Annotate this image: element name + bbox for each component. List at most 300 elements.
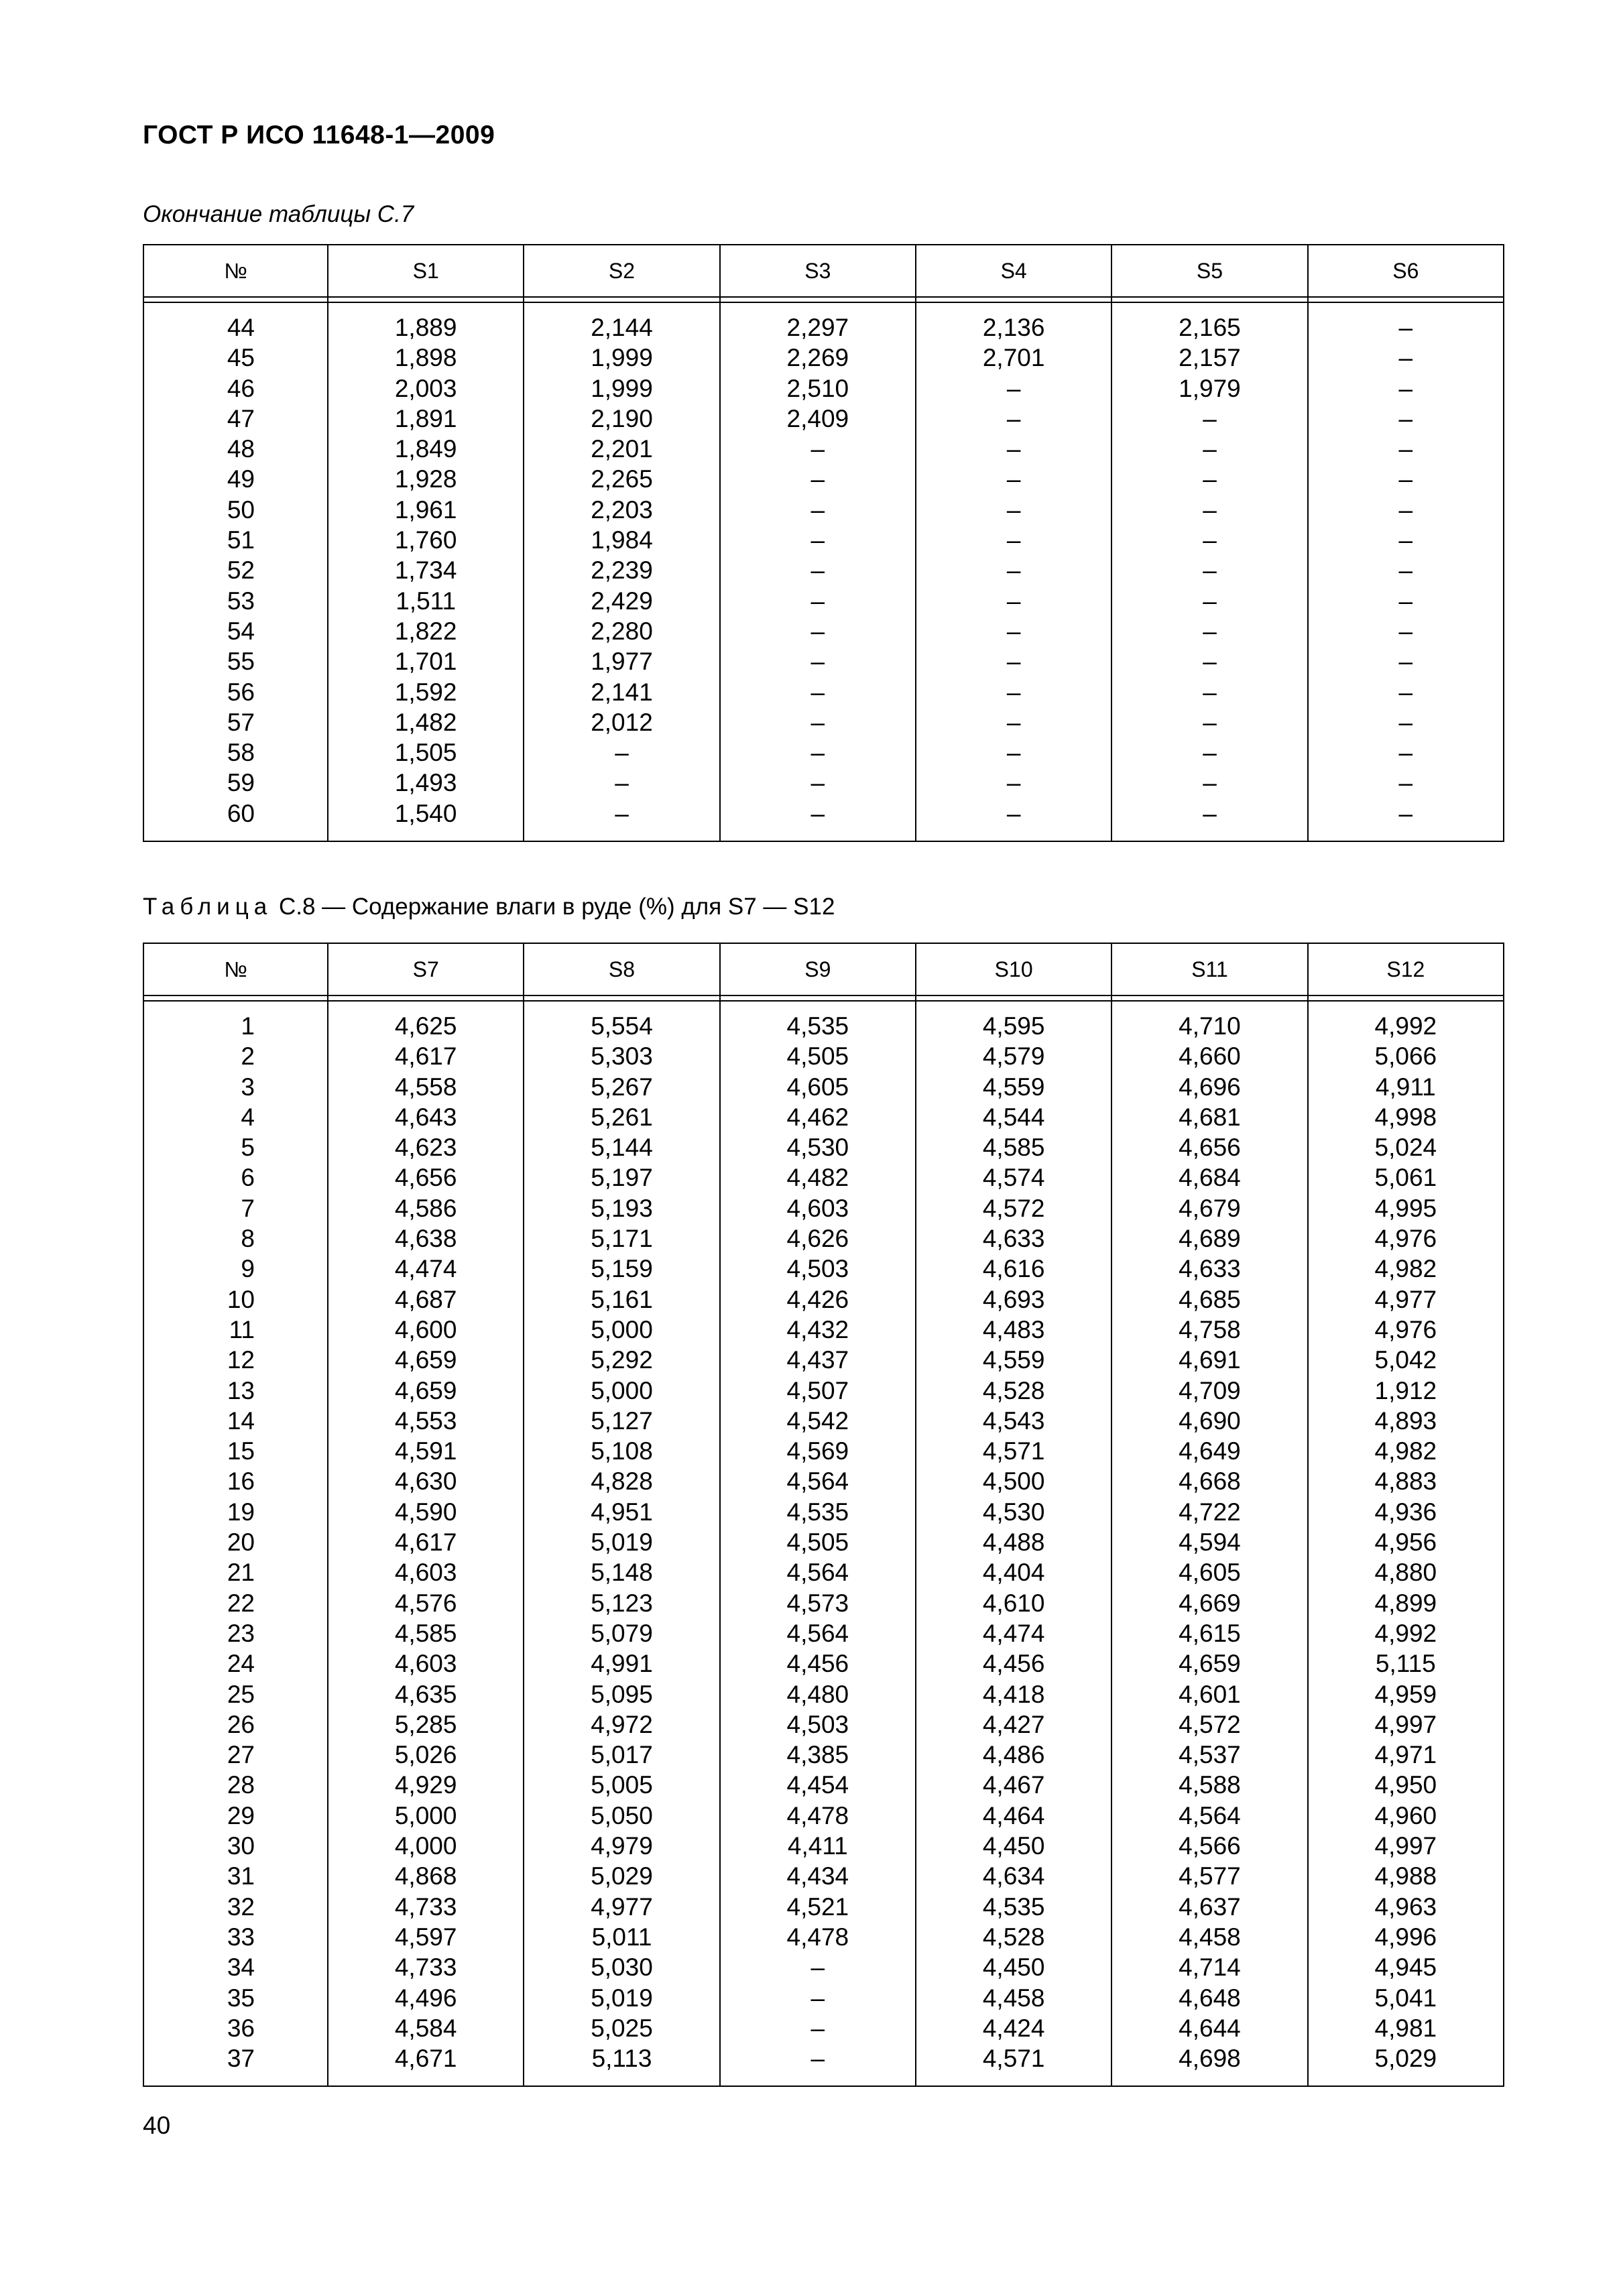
row-number-cell: 27 <box>143 1740 328 1770</box>
value-cell: 5,000 <box>328 1801 524 1831</box>
value-cell: 2,297 <box>720 302 916 343</box>
row-number-cell: 29 <box>143 1801 328 1831</box>
value-cell: 4,521 <box>720 1892 916 1922</box>
value-cell: – <box>916 373 1111 404</box>
column-header: № <box>143 943 328 995</box>
value-cell: 4,553 <box>328 1406 524 1436</box>
value-cell: 2,701 <box>916 343 1111 373</box>
header-double-rule <box>143 297 1504 302</box>
value-cell: 4,427 <box>916 1709 1111 1740</box>
table-row <box>143 525 1504 555</box>
table-c8-caption-label: Таблица <box>143 894 273 920</box>
table-c8-header-row <box>143 943 1504 995</box>
value-cell: 1,822 <box>328 616 524 646</box>
value-cell: 4,638 <box>328 1223 524 1254</box>
row-number-cell: 6 <box>143 1162 328 1193</box>
table-row <box>143 1861 1504 1891</box>
value-cell: – <box>1308 798 1504 841</box>
value-cell: – <box>720 707 916 737</box>
value-cell: – <box>1111 737 1307 768</box>
value-cell: 4,996 <box>1308 1922 1504 1952</box>
value-cell: 4,564 <box>720 1618 916 1648</box>
value-cell: – <box>1308 737 1504 768</box>
value-cell: – <box>1111 768 1307 798</box>
value-cell: 4,528 <box>916 1376 1111 1406</box>
value-cell: 4,693 <box>916 1284 1111 1315</box>
table-row <box>143 586 1504 616</box>
column-header: S1 <box>328 245 524 297</box>
value-cell: 4,959 <box>1308 1679 1504 1709</box>
value-cell: 4,656 <box>328 1162 524 1193</box>
value-cell: 2,141 <box>524 677 719 707</box>
row-number-cell: 23 <box>143 1618 328 1648</box>
value-cell: 4,982 <box>1308 1436 1504 1466</box>
row-number-cell: 31 <box>143 1861 328 1891</box>
value-cell: – <box>1111 495 1307 525</box>
row-number-cell: 33 <box>143 1922 328 1952</box>
value-cell: 2,157 <box>1111 343 1307 373</box>
value-cell: 5,011 <box>524 1922 719 1952</box>
value-cell: 4,505 <box>720 1041 916 1071</box>
table-row <box>143 1709 1504 1740</box>
value-cell: 4,710 <box>1111 1001 1307 1041</box>
value-cell: 5,019 <box>524 1527 719 1557</box>
value-cell: 5,554 <box>524 1001 719 1041</box>
value-cell: – <box>720 616 916 646</box>
value-cell: 4,714 <box>1111 1952 1307 1982</box>
row-number-cell: 52 <box>143 555 328 585</box>
table-row <box>143 1648 1504 1679</box>
table-row <box>143 434 1504 464</box>
value-cell: 2,203 <box>524 495 719 525</box>
value-cell: 4,603 <box>720 1193 916 1223</box>
value-cell: 4,977 <box>524 1892 719 1922</box>
column-header: S2 <box>524 245 719 297</box>
value-cell: – <box>916 404 1111 434</box>
value-cell: – <box>916 737 1111 768</box>
value-cell: 1,592 <box>328 677 524 707</box>
value-cell: 4,625 <box>328 1001 524 1041</box>
value-cell: 1,912 <box>1308 1376 1504 1406</box>
value-cell: 4,669 <box>1111 1588 1307 1618</box>
value-cell: – <box>1308 302 1504 343</box>
value-cell: 4,617 <box>328 1041 524 1071</box>
value-cell: – <box>1111 798 1307 841</box>
value-cell: 4,404 <box>916 1557 1111 1587</box>
value-cell: – <box>1111 404 1307 434</box>
table-row <box>143 1588 1504 1618</box>
value-cell: 4,467 <box>916 1770 1111 1800</box>
value-cell: 4,528 <box>916 1922 1111 1952</box>
row-number-cell: 5 <box>143 1132 328 1162</box>
value-cell: 4,535 <box>916 1892 1111 1922</box>
value-cell: 4,668 <box>1111 1466 1307 1496</box>
value-cell: 4,722 <box>1111 1497 1307 1527</box>
value-cell: 5,095 <box>524 1679 719 1709</box>
row-number-cell: 48 <box>143 434 328 464</box>
table-c7 <box>143 244 1504 842</box>
column-header: S9 <box>720 943 916 995</box>
value-cell: 4,503 <box>720 1254 916 1284</box>
value-cell: 1,889 <box>328 302 524 343</box>
value-cell: 4,997 <box>1308 1709 1504 1740</box>
value-cell: 4,385 <box>720 1740 916 1770</box>
value-cell: 4,482 <box>720 1162 916 1193</box>
value-cell: 4,594 <box>1111 1527 1307 1557</box>
value-cell: – <box>916 464 1111 494</box>
row-number-cell: 24 <box>143 1648 328 1679</box>
row-number-cell: 12 <box>143 1345 328 1375</box>
value-cell: 4,635 <box>328 1679 524 1709</box>
row-number-cell: 44 <box>143 302 328 343</box>
table-c8-caption-text: С.8 — Содержание влаги в руде (%) для S7 — S12 <box>278 894 835 920</box>
value-cell: 4,615 <box>1111 1618 1307 1648</box>
table-row <box>143 1254 1504 1284</box>
value-cell: 5,000 <box>524 1315 719 1345</box>
row-number-cell: 2 <box>143 1041 328 1071</box>
value-cell: – <box>1111 646 1307 676</box>
value-cell: – <box>720 646 916 676</box>
value-cell: – <box>1308 646 1504 676</box>
value-cell: 1,760 <box>328 525 524 555</box>
value-cell: 4,603 <box>328 1557 524 1587</box>
value-cell: 5,148 <box>524 1557 719 1587</box>
table-row <box>143 302 1504 343</box>
value-cell: 4,437 <box>720 1345 916 1375</box>
value-cell: 5,026 <box>328 1740 524 1770</box>
value-cell: 4,603 <box>328 1648 524 1679</box>
value-cell: 4,868 <box>328 1861 524 1891</box>
value-cell: 4,659 <box>328 1376 524 1406</box>
value-cell: 4,577 <box>1111 1861 1307 1891</box>
value-cell: 2,136 <box>916 302 1111 343</box>
value-cell: 2,265 <box>524 464 719 494</box>
value-cell: 4,564 <box>720 1466 916 1496</box>
value-cell: 5,042 <box>1308 1345 1504 1375</box>
value-cell: 2,409 <box>720 404 916 434</box>
value-cell: 4,571 <box>916 1436 1111 1466</box>
value-cell: 1,701 <box>328 646 524 676</box>
value-cell: 4,558 <box>328 1072 524 1102</box>
value-cell: 1,849 <box>328 434 524 464</box>
value-cell: 4,679 <box>1111 1193 1307 1223</box>
column-header: S7 <box>328 943 524 995</box>
row-number-cell: 21 <box>143 1557 328 1587</box>
column-header: S10 <box>916 943 1111 995</box>
value-cell: 4,530 <box>720 1132 916 1162</box>
table-row <box>143 798 1504 841</box>
value-cell: 4,630 <box>328 1466 524 1496</box>
value-cell: 4,659 <box>1111 1648 1307 1679</box>
row-number-cell: 10 <box>143 1284 328 1315</box>
value-cell: 4,543 <box>916 1406 1111 1436</box>
value-cell: 4,643 <box>328 1102 524 1132</box>
value-cell: 5,127 <box>524 1406 719 1436</box>
value-cell: 5,197 <box>524 1162 719 1193</box>
value-cell: 4,982 <box>1308 1254 1504 1284</box>
value-cell: 4,559 <box>916 1345 1111 1375</box>
header-double-rule <box>143 995 1504 1001</box>
value-cell: 4,929 <box>328 1770 524 1800</box>
value-cell: 2,280 <box>524 616 719 646</box>
value-cell: 4,544 <box>916 1102 1111 1132</box>
value-cell: 4,605 <box>720 1072 916 1102</box>
value-cell: 5,019 <box>524 1983 719 2013</box>
row-number-cell: 34 <box>143 1952 328 1982</box>
value-cell: 5,161 <box>524 1284 719 1315</box>
value-cell: 5,050 <box>524 1801 719 1831</box>
value-cell: 1,999 <box>524 373 719 404</box>
value-cell: 4,576 <box>328 1588 524 1618</box>
value-cell: 5,079 <box>524 1618 719 1648</box>
table-row <box>143 1001 1504 1041</box>
table-row <box>143 1557 1504 1587</box>
value-cell: 1,999 <box>524 343 719 373</box>
table-row <box>143 1618 1504 1648</box>
table-row <box>143 768 1504 798</box>
value-cell: 5,030 <box>524 1952 719 1982</box>
table-row <box>143 1740 1504 1770</box>
row-number-cell: 45 <box>143 343 328 373</box>
value-cell: 2,201 <box>524 434 719 464</box>
column-header: S12 <box>1308 943 1504 995</box>
table-row <box>143 404 1504 434</box>
value-cell: 1,540 <box>328 798 524 841</box>
table-row <box>143 1132 1504 1162</box>
value-cell: – <box>720 1983 916 2013</box>
value-cell: 4,709 <box>1111 1376 1307 1406</box>
row-number-cell: 51 <box>143 525 328 555</box>
value-cell: 4,458 <box>916 1983 1111 2013</box>
value-cell: – <box>1111 525 1307 555</box>
value-cell: 4,684 <box>1111 1162 1307 1193</box>
value-cell: – <box>1111 616 1307 646</box>
table-row <box>143 1983 1504 2013</box>
value-cell: 5,144 <box>524 1132 719 1162</box>
value-cell: 4,424 <box>916 2013 1111 2043</box>
value-cell: 5,159 <box>524 1254 719 1284</box>
table-c7-header-row <box>143 245 1504 297</box>
value-cell: 4,573 <box>720 1588 916 1618</box>
value-cell: 4,995 <box>1308 1193 1504 1223</box>
row-number-cell: 50 <box>143 495 328 525</box>
value-cell: 4,656 <box>1111 1132 1307 1162</box>
row-number-cell: 1 <box>143 1001 328 1041</box>
value-cell: – <box>720 677 916 707</box>
value-cell: 4,500 <box>916 1466 1111 1496</box>
value-cell: 5,066 <box>1308 1041 1504 1071</box>
value-cell: 4,537 <box>1111 1740 1307 1770</box>
row-number-cell: 15 <box>143 1436 328 1466</box>
value-cell: 2,269 <box>720 343 916 373</box>
row-number-cell: 55 <box>143 646 328 676</box>
value-cell: – <box>1111 707 1307 737</box>
column-header: S6 <box>1308 245 1504 297</box>
value-cell: 4,880 <box>1308 1557 1504 1587</box>
value-cell: 4,899 <box>1308 1588 1504 1618</box>
value-cell: 4,588 <box>1111 1770 1307 1800</box>
value-cell: 5,029 <box>1308 2043 1504 2086</box>
table-row <box>143 1497 1504 1527</box>
table-row <box>143 707 1504 737</box>
row-number-cell: 36 <box>143 2013 328 2043</box>
value-cell: 4,633 <box>1111 1254 1307 1284</box>
column-header: S3 <box>720 245 916 297</box>
table-row <box>143 373 1504 404</box>
column-header: S8 <box>524 943 719 995</box>
value-cell: 5,123 <box>524 1588 719 1618</box>
value-cell: 4,488 <box>916 1527 1111 1557</box>
value-cell: 4,648 <box>1111 1983 1307 2013</box>
table-row <box>143 737 1504 768</box>
value-cell: 4,691 <box>1111 1345 1307 1375</box>
column-header: S11 <box>1111 943 1307 995</box>
row-number-cell: 4 <box>143 1102 328 1132</box>
value-cell: 4,616 <box>916 1254 1111 1284</box>
value-cell: 4,503 <box>720 1709 916 1740</box>
value-cell: 4,507 <box>720 1376 916 1406</box>
value-cell: 4,951 <box>524 1497 719 1527</box>
value-cell: 4,945 <box>1308 1952 1504 1982</box>
value-cell: 4,571 <box>916 2043 1111 2086</box>
value-cell: 4,988 <box>1308 1861 1504 1891</box>
value-cell: 4,480 <box>720 1679 916 1709</box>
row-number-cell: 56 <box>143 677 328 707</box>
value-cell: 4,698 <box>1111 2043 1307 2086</box>
value-cell: – <box>1111 586 1307 616</box>
value-cell: 2,510 <box>720 373 916 404</box>
value-cell: 4,450 <box>916 1952 1111 1982</box>
value-cell: – <box>1111 677 1307 707</box>
value-cell: 5,061 <box>1308 1162 1504 1193</box>
value-cell: 4,474 <box>916 1618 1111 1648</box>
row-number-cell: 13 <box>143 1376 328 1406</box>
row-number-cell: 9 <box>143 1254 328 1284</box>
value-cell: 4,828 <box>524 1466 719 1496</box>
value-cell: – <box>1308 464 1504 494</box>
table-row <box>143 1436 1504 1466</box>
value-cell: 4,617 <box>328 1527 524 1557</box>
value-cell: 4,637 <box>1111 1892 1307 1922</box>
value-cell: 4,535 <box>720 1497 916 1527</box>
value-cell: 4,633 <box>916 1223 1111 1254</box>
table-row <box>143 1770 1504 1800</box>
value-cell: – <box>916 677 1111 707</box>
table-row <box>143 616 1504 646</box>
value-cell: 4,911 <box>1308 1072 1504 1102</box>
value-cell: 4,634 <box>916 1861 1111 1891</box>
value-cell: 4,478 <box>720 1801 916 1831</box>
value-cell: 4,474 <box>328 1254 524 1284</box>
value-cell: 4,992 <box>1308 1001 1504 1041</box>
value-cell: – <box>720 737 916 768</box>
value-cell: – <box>1308 525 1504 555</box>
value-cell: – <box>1308 343 1504 373</box>
value-cell: 1,734 <box>328 555 524 585</box>
table-row <box>143 677 1504 707</box>
value-cell: – <box>1308 555 1504 585</box>
value-cell: 4,623 <box>328 1132 524 1162</box>
table-row <box>143 1102 1504 1132</box>
value-cell: 4,432 <box>720 1315 916 1345</box>
table-row <box>143 1041 1504 1071</box>
value-cell: 4,585 <box>328 1618 524 1648</box>
value-cell: 4,579 <box>916 1041 1111 1071</box>
value-cell: 4,981 <box>1308 2013 1504 2043</box>
value-cell: 5,041 <box>1308 1983 1504 2013</box>
value-cell: 2,003 <box>328 373 524 404</box>
value-cell: 4,597 <box>328 1922 524 1952</box>
value-cell: – <box>524 798 719 841</box>
value-cell: 4,690 <box>1111 1406 1307 1436</box>
value-cell: 1,493 <box>328 768 524 798</box>
value-cell: – <box>1308 373 1504 404</box>
value-cell: 4,454 <box>720 1770 916 1800</box>
table-row <box>143 1284 1504 1315</box>
value-cell: 4,572 <box>1111 1709 1307 1740</box>
row-number-cell: 7 <box>143 1193 328 1223</box>
value-cell: – <box>1111 555 1307 585</box>
value-cell: 4,671 <box>328 2043 524 2086</box>
value-cell: 4,998 <box>1308 1102 1504 1132</box>
value-cell: 4,997 <box>1308 1831 1504 1861</box>
value-cell: 4,689 <box>1111 1223 1307 1254</box>
row-number-cell: 37 <box>143 2043 328 2086</box>
value-cell: – <box>720 2043 916 2086</box>
value-cell: 4,960 <box>1308 1801 1504 1831</box>
value-cell: 4,971 <box>1308 1740 1504 1770</box>
row-number-cell: 25 <box>143 1679 328 1709</box>
value-cell: 5,261 <box>524 1102 719 1132</box>
value-cell: 4,564 <box>1111 1801 1307 1831</box>
table-row <box>143 1162 1504 1193</box>
value-cell: 4,584 <box>328 2013 524 2043</box>
value-cell: 4,733 <box>328 1952 524 1982</box>
value-cell: 5,024 <box>1308 1132 1504 1162</box>
table-row <box>143 2043 1504 2086</box>
value-cell: – <box>720 798 916 841</box>
value-cell: 4,426 <box>720 1284 916 1315</box>
value-cell: 4,659 <box>328 1345 524 1375</box>
value-cell: – <box>720 586 916 616</box>
value-cell: 4,411 <box>720 1831 916 1861</box>
value-cell: – <box>1308 707 1504 737</box>
column-header: S5 <box>1111 245 1307 297</box>
value-cell: – <box>916 798 1111 841</box>
table-c8-caption <box>143 894 835 920</box>
table-row <box>143 1223 1504 1254</box>
table-row <box>143 464 1504 494</box>
row-number-cell: 20 <box>143 1527 328 1557</box>
value-cell: 4,733 <box>328 1892 524 1922</box>
value-cell: 5,000 <box>524 1376 719 1406</box>
value-cell: 4,566 <box>1111 1831 1307 1861</box>
value-cell: 4,626 <box>720 1223 916 1254</box>
value-cell: 1,511 <box>328 586 524 616</box>
table-c8 <box>143 943 1504 2087</box>
value-cell: 5,115 <box>1308 1648 1504 1679</box>
table-row <box>143 1072 1504 1102</box>
value-cell: 4,483 <box>916 1315 1111 1345</box>
value-cell: 4,976 <box>1308 1315 1504 1345</box>
value-cell: 5,108 <box>524 1436 719 1466</box>
value-cell: 4,450 <box>916 1831 1111 1861</box>
value-cell: 1,891 <box>328 404 524 434</box>
value-cell: 4,591 <box>328 1436 524 1466</box>
value-cell: 1,984 <box>524 525 719 555</box>
value-cell: – <box>916 646 1111 676</box>
value-cell: 4,456 <box>916 1648 1111 1679</box>
